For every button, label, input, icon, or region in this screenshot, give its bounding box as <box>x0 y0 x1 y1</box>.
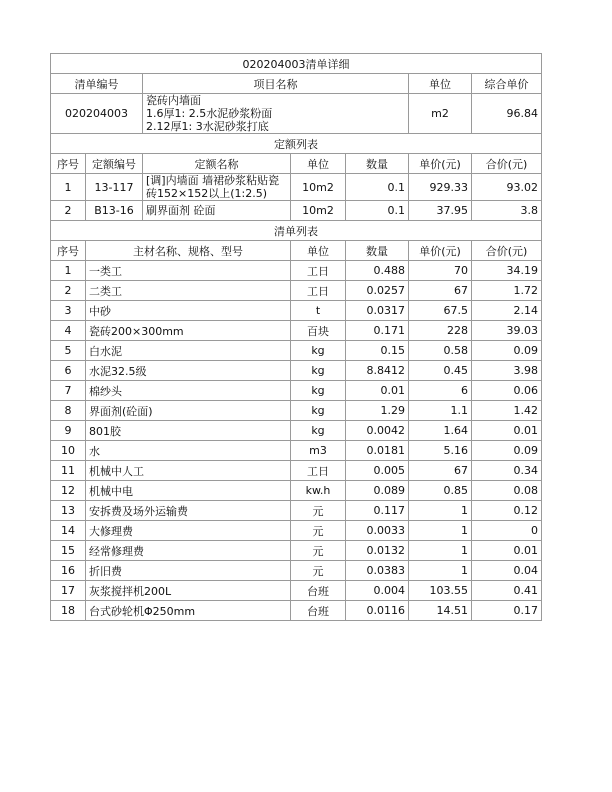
material-qty: 0.005 <box>346 461 409 481</box>
material-row <box>51 481 542 501</box>
material-qty: 0.0033 <box>346 521 409 541</box>
quota-title-row <box>51 134 542 154</box>
materials-header-no: 序号 <box>51 241 86 261</box>
material-name: 台式砂轮机Φ250mm <box>86 601 291 621</box>
material-price: 6 <box>409 381 472 401</box>
bill-detail-table <box>50 53 542 621</box>
material-row <box>51 601 542 621</box>
material-price: 1 <box>409 541 472 561</box>
summary-row <box>51 94 542 134</box>
quota-price: 929.33 <box>409 174 472 201</box>
bill-unit: m2 <box>409 94 472 134</box>
material-unit: kg <box>291 421 346 441</box>
material-name: 二类工 <box>86 281 291 301</box>
material-total: 0.12 <box>472 501 542 521</box>
material-qty: 0.004 <box>346 581 409 601</box>
materials-header-price: 单价(元) <box>409 241 472 261</box>
quota-header-total: 合价(元) <box>472 154 542 174</box>
material-price: 70 <box>409 261 472 281</box>
material-row <box>51 281 542 301</box>
materials-header-unit: 单位 <box>291 241 346 261</box>
material-name: 801胶 <box>86 421 291 441</box>
material-name: 灰浆搅拌机200L <box>86 581 291 601</box>
material-qty: 0.0132 <box>346 541 409 561</box>
quota-name: [调]内墙面 墙裙砂浆粘贴瓷砖152×152以上(1:2.5) <box>143 174 291 201</box>
material-row <box>51 421 542 441</box>
quota-qty: 0.1 <box>346 174 409 201</box>
material-no: 13 <box>51 501 86 521</box>
material-qty: 0.01 <box>346 381 409 401</box>
material-total: 0.09 <box>472 341 542 361</box>
material-unit: 工日 <box>291 461 346 481</box>
material-qty: 0.171 <box>346 321 409 341</box>
material-total: 0.01 <box>472 541 542 561</box>
material-no: 1 <box>51 261 86 281</box>
materials-header-qty: 数量 <box>346 241 409 261</box>
material-name: 安拆费及场外运输费 <box>86 501 291 521</box>
material-price: 1 <box>409 521 472 541</box>
material-row <box>51 561 542 581</box>
quota-row <box>51 201 542 221</box>
material-price: 228 <box>409 321 472 341</box>
material-no: 15 <box>51 541 86 561</box>
material-row <box>51 401 542 421</box>
material-unit: 工日 <box>291 281 346 301</box>
material-qty: 0.15 <box>346 341 409 361</box>
material-row <box>51 441 542 461</box>
material-price: 1.1 <box>409 401 472 421</box>
material-total: 39.03 <box>472 321 542 341</box>
quota-price: 37.95 <box>409 201 472 221</box>
material-qty: 1.29 <box>346 401 409 421</box>
materials-header-name: 主材名称、规格、型号 <box>86 241 291 261</box>
item-name: 瓷砖内墙面 1.6厚1: 2.5水泥砂浆粉面 2.12厚1: 3水泥砂浆打底 <box>143 94 409 134</box>
material-no: 11 <box>51 461 86 481</box>
material-qty: 8.8412 <box>346 361 409 381</box>
material-row <box>51 301 542 321</box>
material-no: 9 <box>51 421 86 441</box>
material-no: 7 <box>51 381 86 401</box>
material-qty: 0.0116 <box>346 601 409 621</box>
material-total: 0.41 <box>472 581 542 601</box>
material-name: 折旧费 <box>86 561 291 581</box>
materials-header-total: 合价(元) <box>472 241 542 261</box>
bill-code: 020204003 <box>51 94 143 134</box>
material-total: 0.17 <box>472 601 542 621</box>
material-unit: 元 <box>291 501 346 521</box>
material-unit: 元 <box>291 521 346 541</box>
material-unit: kg <box>291 361 346 381</box>
header-unit-price: 综合单价 <box>472 74 542 94</box>
material-name: 瓷砖200×300mm <box>86 321 291 341</box>
material-price: 67 <box>409 281 472 301</box>
material-total: 2.14 <box>472 301 542 321</box>
material-total: 0.08 <box>472 481 542 501</box>
material-qty: 0.0257 <box>346 281 409 301</box>
quota-header-unit: 单位 <box>291 154 346 174</box>
material-no: 3 <box>51 301 86 321</box>
material-price: 0.85 <box>409 481 472 501</box>
material-unit: 百块 <box>291 321 346 341</box>
material-name: 水 <box>86 441 291 461</box>
summary-header-row <box>51 74 542 94</box>
material-row <box>51 361 542 381</box>
material-price: 1 <box>409 501 472 521</box>
quota-name: 刷界面剂 砼面 <box>143 201 291 221</box>
materials-title-row <box>51 221 542 241</box>
material-name: 机械中人工 <box>86 461 291 481</box>
material-total: 0.34 <box>472 461 542 481</box>
material-total: 0.09 <box>472 441 542 461</box>
quota-header-name: 定额名称 <box>143 154 291 174</box>
material-total: 0.06 <box>472 381 542 401</box>
material-no: 17 <box>51 581 86 601</box>
quota-section-title: 定额列表 <box>51 134 542 154</box>
title-row <box>51 54 542 74</box>
material-no: 8 <box>51 401 86 421</box>
material-price: 14.51 <box>409 601 472 621</box>
material-row <box>51 541 542 561</box>
material-unit: kw.h <box>291 481 346 501</box>
material-unit: 工日 <box>291 261 346 281</box>
material-no: 6 <box>51 361 86 381</box>
quota-qty: 0.1 <box>346 201 409 221</box>
material-row <box>51 261 542 281</box>
materials-header-row <box>51 241 542 261</box>
material-qty: 0.488 <box>346 261 409 281</box>
material-total: 3.98 <box>472 361 542 381</box>
material-name: 大修理费 <box>86 521 291 541</box>
material-no: 4 <box>51 321 86 341</box>
material-no: 2 <box>51 281 86 301</box>
material-unit: kg <box>291 341 346 361</box>
material-unit: kg <box>291 401 346 421</box>
material-no: 12 <box>51 481 86 501</box>
quota-code: B13-16 <box>86 201 143 221</box>
header-bill-code: 清单编号 <box>51 74 143 94</box>
material-price: 103.55 <box>409 581 472 601</box>
material-no: 10 <box>51 441 86 461</box>
quota-total: 93.02 <box>472 174 542 201</box>
header-item-name: 项目名称 <box>143 74 409 94</box>
quota-header-price: 单价(元) <box>409 154 472 174</box>
material-name: 界面剂(砼面) <box>86 401 291 421</box>
quota-code: 13-117 <box>86 174 143 201</box>
material-unit: 元 <box>291 561 346 581</box>
material-no: 16 <box>51 561 86 581</box>
material-row <box>51 381 542 401</box>
material-row <box>51 581 542 601</box>
material-unit: t <box>291 301 346 321</box>
material-qty: 0.0383 <box>346 561 409 581</box>
header-unit: 单位 <box>409 74 472 94</box>
material-total: 1.42 <box>472 401 542 421</box>
material-qty: 0.117 <box>346 501 409 521</box>
quota-row <box>51 174 542 201</box>
materials-section-title: 清单列表 <box>51 221 542 241</box>
material-unit: 台班 <box>291 581 346 601</box>
quota-total: 3.8 <box>472 201 542 221</box>
material-no: 14 <box>51 521 86 541</box>
material-row <box>51 341 542 361</box>
material-qty: 0.0042 <box>346 421 409 441</box>
material-price: 5.16 <box>409 441 472 461</box>
material-price: 67 <box>409 461 472 481</box>
material-row <box>51 461 542 481</box>
material-qty: 0.089 <box>346 481 409 501</box>
material-no: 18 <box>51 601 86 621</box>
material-price: 1.64 <box>409 421 472 441</box>
sheet-title: 020204003清单详细 <box>51 54 542 74</box>
material-total: 0.04 <box>472 561 542 581</box>
material-unit: m3 <box>291 441 346 461</box>
quota-no: 1 <box>51 174 86 201</box>
material-price: 1 <box>409 561 472 581</box>
material-name: 一类工 <box>86 261 291 281</box>
material-name: 白水泥 <box>86 341 291 361</box>
material-name: 经常修理费 <box>86 541 291 561</box>
quota-header-qty: 数量 <box>346 154 409 174</box>
quota-no: 2 <box>51 201 86 221</box>
material-unit: 台班 <box>291 601 346 621</box>
material-name: 水泥32.5级 <box>86 361 291 381</box>
quota-header-no: 序号 <box>51 154 86 174</box>
material-total: 0.01 <box>472 421 542 441</box>
quota-header-code: 定额编号 <box>86 154 143 174</box>
material-total: 0 <box>472 521 542 541</box>
material-price: 0.58 <box>409 341 472 361</box>
material-qty: 0.0317 <box>346 301 409 321</box>
material-price: 67.5 <box>409 301 472 321</box>
material-total: 1.72 <box>472 281 542 301</box>
material-unit: 元 <box>291 541 346 561</box>
material-unit: kg <box>291 381 346 401</box>
material-row <box>51 501 542 521</box>
material-name: 中砂 <box>86 301 291 321</box>
material-total: 34.19 <box>472 261 542 281</box>
material-price: 0.45 <box>409 361 472 381</box>
material-name: 机械中电 <box>86 481 291 501</box>
material-row <box>51 321 542 341</box>
quota-unit: 10m2 <box>291 174 346 201</box>
material-row <box>51 521 542 541</box>
quota-unit: 10m2 <box>291 201 346 221</box>
quota-header-row <box>51 154 542 174</box>
bill-price: 96.84 <box>472 94 542 134</box>
material-name: 棉纱头 <box>86 381 291 401</box>
material-no: 5 <box>51 341 86 361</box>
material-qty: 0.0181 <box>346 441 409 461</box>
